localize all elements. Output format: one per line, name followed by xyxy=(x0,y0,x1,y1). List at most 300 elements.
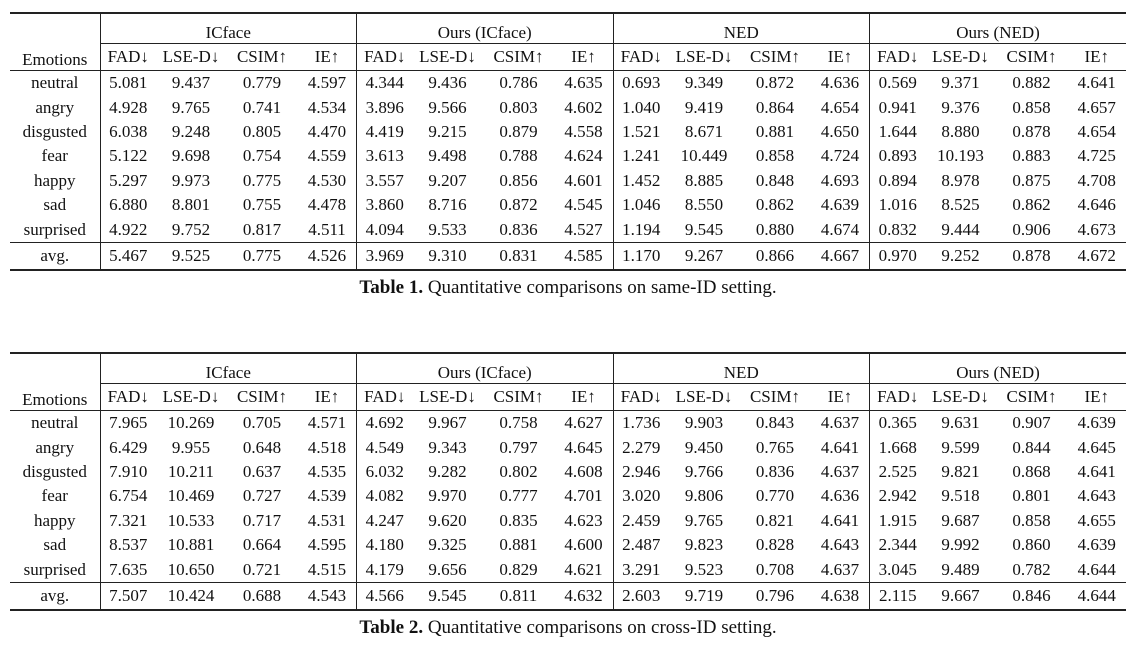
table-cell: 0.848 xyxy=(755,170,795,190)
table-cell: 1.668 xyxy=(870,435,926,459)
table-1-caption-label: Table 1. xyxy=(359,276,424,298)
avg-cell: 2.115 xyxy=(870,582,926,610)
row-label: surprised xyxy=(23,219,86,239)
table-cell: 0.717 xyxy=(242,510,282,530)
table-cell: 9.903 xyxy=(684,413,724,433)
metric-header: LSE-D↓ xyxy=(156,384,226,411)
table-cell: 0.727 xyxy=(242,486,282,506)
table-cell: 3.860 xyxy=(357,193,413,217)
table-cell: 4.571 xyxy=(307,413,347,433)
table-cell: 4.639 xyxy=(820,195,860,215)
avg-label: avg. xyxy=(10,242,100,270)
table-cell: 4.708 xyxy=(1077,170,1116,190)
table-cell: 0.770 xyxy=(755,486,795,506)
table-cell: 5.081 xyxy=(100,71,156,96)
table-cell: 0.881 xyxy=(499,535,538,555)
table-cell: 6.880 xyxy=(100,193,156,217)
table-cell: 4.535 xyxy=(307,461,347,481)
metric-header: CSIM↑ xyxy=(226,384,298,411)
table-cell: 4.608 xyxy=(564,461,603,481)
table-cell: 1.736 xyxy=(613,411,669,436)
table-cell: 1.016 xyxy=(870,193,926,217)
row-label: disgusted xyxy=(22,461,87,481)
table-cell: 9.599 xyxy=(941,437,980,457)
table-cell: 0.880 xyxy=(755,219,795,239)
row-label: sad xyxy=(43,195,67,215)
table-cell: 9.498 xyxy=(428,146,467,166)
table-cell: 1.241 xyxy=(613,144,669,168)
table-cell: 4.595 xyxy=(307,535,347,555)
metric-header: FAD↓ xyxy=(613,384,669,411)
table-cell: 9.419 xyxy=(684,97,724,117)
table-cell: 4.601 xyxy=(564,170,603,190)
table-cell: 3.045 xyxy=(870,557,926,582)
table-cell: 0.805 xyxy=(242,121,282,141)
avg-cell: 0.775 xyxy=(226,242,298,270)
table-cell: 9.523 xyxy=(684,559,724,579)
table-cell: 5.297 xyxy=(100,169,156,193)
row-header: Emotions xyxy=(10,353,100,411)
group-header: Ours (ICface) xyxy=(357,353,614,384)
table-cell: 9.533 xyxy=(428,219,467,239)
table-cell: 4.643 xyxy=(820,535,860,555)
table-cell: 9.518 xyxy=(941,486,980,506)
table-cell: 0.693 xyxy=(613,71,669,96)
table-cell: 0.881 xyxy=(755,121,795,141)
table-row xyxy=(10,484,1126,508)
table-cell: 4.518 xyxy=(307,437,347,457)
avg-cell: 2.603 xyxy=(613,582,669,610)
table-row xyxy=(10,193,1126,217)
table-cell: 4.627 xyxy=(564,413,603,433)
avg-cell: 4.526 xyxy=(298,242,357,270)
table-cell: 4.602 xyxy=(564,97,603,117)
table-cell: 9.545 xyxy=(684,219,724,239)
table-cell: 0.741 xyxy=(242,97,282,117)
avg-cell: 4.638 xyxy=(811,582,870,610)
table-cell: 4.530 xyxy=(307,170,347,190)
table-cell: 0.894 xyxy=(870,169,926,193)
group-header: Ours (NED) xyxy=(870,353,1127,384)
table-cell: 0.906 xyxy=(1012,219,1051,239)
table-cell: 2.942 xyxy=(870,484,926,508)
table-cell: 2.525 xyxy=(870,460,926,484)
table-cell: 0.803 xyxy=(499,97,538,117)
table-row xyxy=(10,144,1126,168)
avg-cell: 3.969 xyxy=(357,242,413,270)
table-cell: 9.806 xyxy=(684,486,724,506)
table-cell: 9.823 xyxy=(684,535,724,555)
avg-cell: 4.566 xyxy=(357,582,413,610)
table-cell: 6.038 xyxy=(100,120,156,144)
avg-cell: 0.831 xyxy=(483,242,555,270)
table-cell: 0.858 xyxy=(755,146,795,166)
table-cell: 1.644 xyxy=(870,120,926,144)
metric-header: LSE-D↓ xyxy=(156,44,226,71)
table-cell: 0.829 xyxy=(499,559,538,579)
table-cell: 8.801 xyxy=(171,195,211,215)
metric-header: LSE-D↓ xyxy=(669,44,739,71)
table-cell: 0.569 xyxy=(870,71,926,96)
table-row xyxy=(10,217,1126,242)
table-cell: 4.654 xyxy=(820,97,860,117)
row-label: fear xyxy=(41,486,68,506)
metric-header: LSE-D↓ xyxy=(413,384,483,411)
table-row xyxy=(10,533,1126,557)
avg-cell: 4.632 xyxy=(555,582,614,610)
table-cell: 4.641 xyxy=(1077,73,1116,93)
metric-header: CSIM↑ xyxy=(739,384,811,411)
table-cell: 7.321 xyxy=(100,509,156,533)
table-1-caption-text: Quantitative comparisons on same-ID setting. xyxy=(423,276,777,298)
table-cell: 4.674 xyxy=(820,219,860,239)
metric-header: IE↑ xyxy=(811,384,870,411)
table-cell: 8.978 xyxy=(941,170,980,190)
table-cell: 9.752 xyxy=(171,219,211,239)
table-cell: 4.654 xyxy=(1077,121,1116,141)
row-label: happy xyxy=(33,170,76,190)
header-group-row xyxy=(10,353,1126,384)
metric-header: IE↑ xyxy=(1068,44,1127,71)
header-metric-row xyxy=(10,44,1126,71)
table-cell: 9.631 xyxy=(941,413,980,433)
group-header: ICface xyxy=(100,353,357,384)
table-cell: 0.637 xyxy=(242,461,282,481)
metric-header: FAD↓ xyxy=(100,384,156,411)
table-cell: 2.946 xyxy=(613,460,669,484)
table-cell: 9.349 xyxy=(684,73,724,93)
table-cell: 9.343 xyxy=(428,437,467,457)
table-cell: 9.967 xyxy=(428,413,467,433)
table-cell: 0.648 xyxy=(242,437,282,457)
row-label: sad xyxy=(43,535,67,555)
table-cell: 4.624 xyxy=(564,146,603,166)
table-cell: 0.843 xyxy=(755,413,795,433)
table-cell: 4.600 xyxy=(564,535,603,555)
avg-cell: 4.672 xyxy=(1068,242,1127,270)
table-cell: 4.511 xyxy=(308,219,346,239)
avg-cell: 4.644 xyxy=(1068,582,1127,610)
metric-header: CSIM↑ xyxy=(226,44,298,71)
table-cell: 4.470 xyxy=(307,121,347,141)
table-cell: 0.817 xyxy=(242,219,282,239)
metric-header: LSE-D↓ xyxy=(413,44,483,71)
table-cell: 4.635 xyxy=(564,73,603,93)
table-cell: 0.705 xyxy=(242,413,282,433)
table-cell: 9.821 xyxy=(941,461,980,481)
table-cell: 0.862 xyxy=(1012,195,1051,215)
table-cell: 0.858 xyxy=(1012,97,1051,117)
table-cell: 4.636 xyxy=(820,486,860,506)
avg-cell: 0.846 xyxy=(996,582,1068,610)
group-header: ICface xyxy=(100,13,357,44)
table-cell: 4.180 xyxy=(357,533,413,557)
metric-header: IE↑ xyxy=(298,44,357,71)
table-cell: 4.645 xyxy=(1077,437,1116,457)
metric-header: FAD↓ xyxy=(357,384,413,411)
table-cell: 3.613 xyxy=(357,144,413,168)
table-cell: 4.645 xyxy=(564,437,603,457)
table-cell: 8.880 xyxy=(941,121,980,141)
avg-cell: 0.796 xyxy=(739,582,811,610)
table-cell: 9.436 xyxy=(428,73,467,93)
table-row xyxy=(10,95,1126,119)
table-row xyxy=(10,557,1126,582)
table-cell: 4.637 xyxy=(820,559,860,579)
metric-header: CSIM↑ xyxy=(739,44,811,71)
table-cell: 4.657 xyxy=(1077,97,1116,117)
table-cell: 0.941 xyxy=(870,95,926,119)
metric-header: CSIM↑ xyxy=(483,384,555,411)
table-cell: 0.755 xyxy=(242,195,282,215)
table-cell: 0.754 xyxy=(242,146,282,166)
avg-label: avg. xyxy=(10,582,100,610)
table-cell: 4.928 xyxy=(100,95,156,119)
table-cell: 0.862 xyxy=(755,195,795,215)
table-cell: 9.489 xyxy=(941,559,980,579)
avg-row xyxy=(10,242,1126,270)
table-cell: 0.832 xyxy=(870,217,926,242)
table-cell: 1.452 xyxy=(613,169,669,193)
table-cell: 0.365 xyxy=(870,411,926,436)
table-cell: 2.344 xyxy=(870,533,926,557)
table-cell: 0.893 xyxy=(870,144,926,168)
row-label: angry xyxy=(35,97,75,117)
table-2-caption xyxy=(10,616,1126,640)
table-cell: 0.844 xyxy=(1012,437,1051,457)
table-cell: 7.965 xyxy=(100,411,156,436)
table-cell: 6.429 xyxy=(100,435,156,459)
table-cell: 4.639 xyxy=(1077,535,1116,555)
table-cell: 10.469 xyxy=(167,486,215,506)
table-cell: 9.444 xyxy=(941,219,980,239)
table-cell: 0.797 xyxy=(499,437,538,457)
metric-header: FAD↓ xyxy=(613,44,669,71)
table-cell: 1.194 xyxy=(613,217,669,242)
table-cell: 4.644 xyxy=(1077,559,1116,579)
table-cell: 4.534 xyxy=(307,97,347,117)
avg-cell: 9.267 xyxy=(669,242,739,270)
avg-row xyxy=(10,582,1126,610)
table-cell: 1.915 xyxy=(870,509,926,533)
table-cell: 0.907 xyxy=(1012,413,1051,433)
table-cell: 0.872 xyxy=(499,195,538,215)
table-cell: 0.828 xyxy=(755,535,795,555)
header-metric-row xyxy=(10,384,1126,411)
metric-header: FAD↓ xyxy=(100,44,156,71)
table-cell: 4.655 xyxy=(1077,510,1116,530)
table-cell: 9.970 xyxy=(428,486,467,506)
table-cell: 9.371 xyxy=(941,73,980,93)
table-cell: 0.882 xyxy=(1012,73,1051,93)
table-cell: 10.193 xyxy=(937,146,984,166)
avg-cell: 1.170 xyxy=(613,242,669,270)
row-label: happy xyxy=(33,510,76,530)
table-cell: 0.777 xyxy=(499,486,538,506)
table-cell: 0.836 xyxy=(499,219,538,239)
table-cell: 8.525 xyxy=(941,195,980,215)
metric-header: IE↑ xyxy=(811,44,870,71)
table-cell: 4.419 xyxy=(357,120,413,144)
row-label: neutral xyxy=(31,413,79,433)
header-group-row xyxy=(10,13,1126,44)
table-row xyxy=(10,169,1126,193)
row-label: fear xyxy=(41,146,68,166)
table-cell: 9.765 xyxy=(171,97,211,117)
table-cell: 10.881 xyxy=(167,535,215,555)
table-row xyxy=(10,509,1126,533)
table-cell: 4.527 xyxy=(564,219,603,239)
table-cell: 10.533 xyxy=(167,510,215,530)
avg-cell: 9.525 xyxy=(156,242,226,270)
metric-header: CSIM↑ xyxy=(483,44,555,71)
table-row xyxy=(10,435,1126,459)
metric-header: FAD↓ xyxy=(870,44,926,71)
table-cell: 4.082 xyxy=(357,484,413,508)
row-header: Emotions xyxy=(10,13,100,71)
table-cell: 4.636 xyxy=(820,73,860,93)
row-label: disgusted xyxy=(22,121,87,141)
table-cell: 3.291 xyxy=(613,557,669,582)
table-cell: 4.549 xyxy=(357,435,413,459)
table-cell: 4.693 xyxy=(820,170,860,190)
avg-cell: 9.310 xyxy=(413,242,483,270)
table-cell: 9.973 xyxy=(171,170,211,190)
table-cell: 6.754 xyxy=(100,484,156,508)
table-cell: 4.643 xyxy=(1077,486,1116,506)
table-cell: 9.450 xyxy=(684,437,724,457)
table-cell: 0.721 xyxy=(242,559,282,579)
table-cell: 0.864 xyxy=(755,97,795,117)
table-cell: 4.179 xyxy=(357,557,413,582)
group-header: NED xyxy=(613,353,870,384)
avg-cell: 4.667 xyxy=(811,242,870,270)
table-cell: 10.211 xyxy=(167,461,215,481)
table-cell: 0.872 xyxy=(755,73,795,93)
table-cell: 9.437 xyxy=(171,73,211,93)
group-header: Ours (ICface) xyxy=(357,13,614,44)
table-cell: 9.766 xyxy=(684,461,724,481)
table-cell: 0.765 xyxy=(755,437,795,457)
metric-header: LSE-D↓ xyxy=(669,384,739,411)
table-cell: 4.646 xyxy=(1077,195,1116,215)
table-cell: 0.708 xyxy=(755,559,795,579)
table-cell: 4.639 xyxy=(1077,413,1116,433)
avg-cell: 9.545 xyxy=(413,582,483,610)
table-cell: 4.701 xyxy=(564,486,603,506)
table-cell: 10.650 xyxy=(167,559,215,579)
avg-cell: 0.878 xyxy=(996,242,1068,270)
avg-cell: 5.467 xyxy=(100,242,156,270)
table-2 xyxy=(10,352,1126,611)
table-row xyxy=(10,71,1126,96)
table-cell: 0.801 xyxy=(1012,486,1051,506)
avg-cell: 0.811 xyxy=(483,582,555,610)
table-cell: 8.885 xyxy=(684,170,724,190)
avg-cell: 0.688 xyxy=(226,582,298,610)
avg-cell: 9.252 xyxy=(926,242,996,270)
avg-cell: 0.866 xyxy=(739,242,811,270)
table-cell: 0.875 xyxy=(1012,170,1051,190)
table-cell: 9.215 xyxy=(428,121,467,141)
table-cell: 9.698 xyxy=(171,146,211,166)
table-cell: 4.531 xyxy=(307,510,347,530)
table-cell: 0.779 xyxy=(242,73,282,93)
table-cell: 9.282 xyxy=(428,461,467,481)
table-cell: 6.032 xyxy=(357,460,413,484)
table-cell: 4.559 xyxy=(307,146,347,166)
table-cell: 4.641 xyxy=(820,510,860,530)
table-cell: 3.020 xyxy=(613,484,669,508)
table-cell: 8.716 xyxy=(428,195,467,215)
metric-header: IE↑ xyxy=(555,44,614,71)
row-label: angry xyxy=(35,437,75,457)
table-cell: 4.692 xyxy=(357,411,413,436)
table-cell: 0.858 xyxy=(1012,510,1051,530)
table-1 xyxy=(10,12,1126,271)
table-cell: 3.896 xyxy=(357,95,413,119)
table-row xyxy=(10,120,1126,144)
group-header: Ours (NED) xyxy=(870,13,1127,44)
table-cell: 4.673 xyxy=(1077,219,1116,239)
table-cell: 4.922 xyxy=(100,217,156,242)
table-cell: 0.775 xyxy=(242,170,282,190)
table-cell: 0.879 xyxy=(499,121,538,141)
table-cell: 8.671 xyxy=(684,121,724,141)
table-cell: 9.325 xyxy=(428,535,467,555)
table-cell: 4.725 xyxy=(1077,146,1116,166)
metric-header: IE↑ xyxy=(1068,384,1127,411)
table-cell: 8.550 xyxy=(684,195,724,215)
table-cell: 4.637 xyxy=(820,413,860,433)
table-cell: 2.459 xyxy=(613,509,669,533)
avg-cell: 4.585 xyxy=(555,242,614,270)
table-cell: 4.247 xyxy=(357,509,413,533)
table-cell: 4.641 xyxy=(820,437,860,457)
table-cell: 9.248 xyxy=(171,121,211,141)
table-2-caption-text: Quantitative comparisons on cross-ID setting. xyxy=(423,616,777,638)
table-row xyxy=(10,460,1126,484)
table-cell: 0.856 xyxy=(499,170,538,190)
table-cell: 0.788 xyxy=(499,146,538,166)
metric-header: LSE-D↓ xyxy=(926,384,996,411)
avg-cell: 4.543 xyxy=(298,582,357,610)
table-cell: 9.207 xyxy=(428,170,467,190)
table-cell: 4.558 xyxy=(564,121,603,141)
avg-cell: 10.424 xyxy=(156,582,226,610)
table-cell: 4.724 xyxy=(820,146,860,166)
table-cell: 0.883 xyxy=(1012,146,1051,166)
table-cell: 9.955 xyxy=(171,437,211,457)
table-cell: 3.557 xyxy=(357,169,413,193)
metric-header: IE↑ xyxy=(298,384,357,411)
metric-header: FAD↓ xyxy=(357,44,413,71)
table-1-caption xyxy=(10,276,1126,300)
table-cell: 0.782 xyxy=(1012,559,1051,579)
table-cell: 4.515 xyxy=(307,559,347,579)
row-label: neutral xyxy=(31,73,79,93)
metric-header: LSE-D↓ xyxy=(926,44,996,71)
table-cell: 0.802 xyxy=(499,461,538,481)
table-cell: 9.992 xyxy=(941,535,980,555)
table-cell: 0.835 xyxy=(499,510,538,530)
table-cell: 4.637 xyxy=(820,461,860,481)
metric-header: CSIM↑ xyxy=(996,384,1068,411)
table-cell: 7.635 xyxy=(100,557,156,582)
table-cell: 4.650 xyxy=(820,121,860,141)
table-cell: 0.758 xyxy=(499,413,538,433)
table-cell: 4.539 xyxy=(307,486,347,506)
